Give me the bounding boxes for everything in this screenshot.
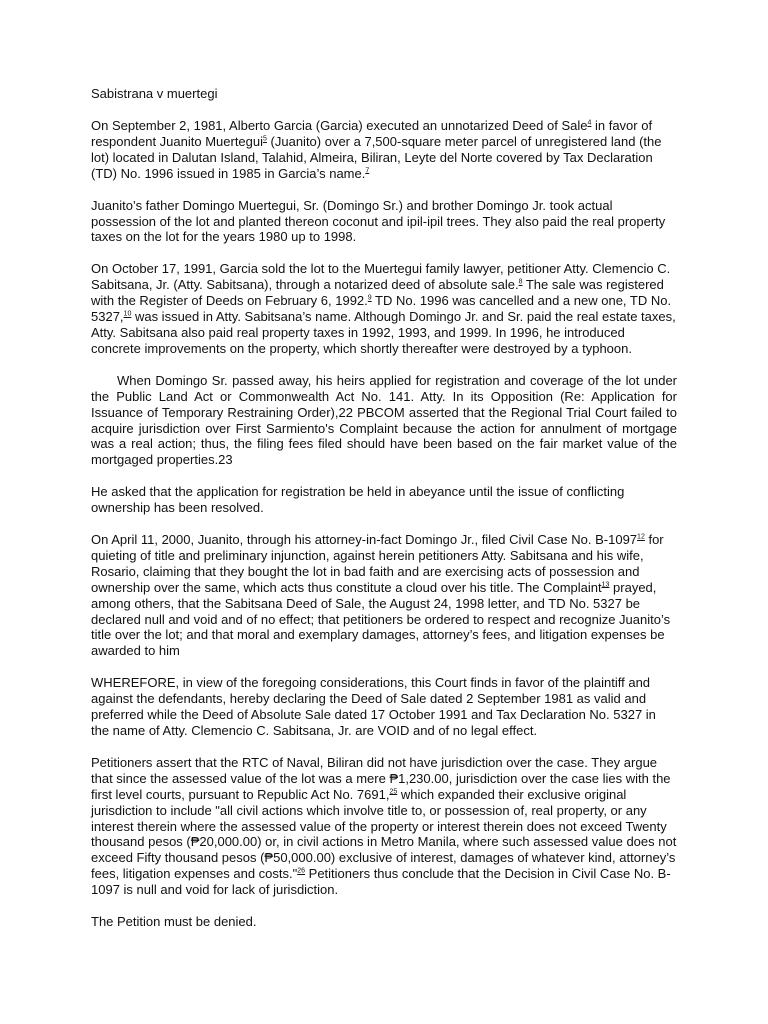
paragraph: [91, 484, 677, 516]
paragraph: [91, 373, 677, 468]
paragraph-text: On September 2, 1981, Alberto Garcia (Garcia) executed an unnotarized Deed of Sale: [91, 118, 588, 133]
paragraph-text: which expanded their exclusive original jurisdiction to include "all civil actions which involve title to, or possession of, real property, or any interest therein where the assessed value of the property or interest therein does not exceed Twenty thousand pesos (₱20,000.00) or, in civil actions in Metro Manila, where such assessed value does not exceed Fifty thousand pesos (₱50,000.00) exclusive of interest, damages of whatever kind, attorney’s fees, litigation expenses and costs.": [91, 786, 677, 882]
footnote-marker[interactable]: 8: [518, 278, 523, 286]
paragraph: [91, 675, 677, 739]
paragraph-text: Petitioners assert that the RTC of Naval, Biliran did not have jurisdiction over the case. They argue that since the assessed value of the lot was a mere ₱1,230.00, jurisdiction over the case lies with the first level courts, pursuant to Republic Act No. 7691,: [91, 754, 671, 802]
paragraph-text: On October 17, 1991, Garcia sold the lot to the Muertegui family lawyer, petitioner Atty. Clemencio C. Sabitsana, Jr. (Atty. Sabitsana), through a notarized deed of absolute sale.: [91, 261, 671, 293]
paragraph-text: The sale was registered with the Register of Deeds on February 6, 1992.: [91, 277, 664, 309]
paragraph-text: Petitioners thus conclude that the Decision in Civil Case No. B-1097 is null and void for lack of jurisdiction.: [91, 866, 671, 898]
paragraph-text: On April 11, 2000, Juanito, through his attorney-in-fact Domingo Jr., filed Civil Case No. B-1097: [91, 532, 638, 548]
footnote-marker[interactable]: 10: [123, 310, 132, 318]
paragraph: [91, 198, 677, 246]
footnote-marker[interactable]: 26: [297, 867, 306, 875]
paragraph-text: He asked that the application for registration be held in abeyance until the issue of conflicting ownership has been resolved.: [91, 484, 625, 516]
paragraph: [91, 118, 677, 182]
footnote-marker[interactable]: 25: [389, 788, 398, 796]
paragraph: [91, 755, 677, 898]
footnote-marker[interactable]: 7: [365, 167, 370, 175]
paragraph-text: The Petition must be denied.: [91, 914, 257, 930]
paragraph-text: in favor of respondent Juanito Muertegui: [91, 118, 653, 149]
footnote-marker[interactable]: 13: [601, 581, 610, 589]
paragraph-text: prayed, among others, that the Sabitsana Deed of Sale, the August 24, 1998 letter, and TD No. 5327 be declared null and void and of no effect; that petitioners be ordered to respect and recognize Juanito’s title over the lot; and that moral and exemplary damages, attorney’s fees, and litigation expenses be awarded to him: [91, 579, 671, 659]
paragraph-text: was issued in Atty. Sabitsana’s name. Although Domingo Jr. and Sr. paid the real estate taxes, Atty. Sabitsana also paid real property taxes in 1992, 1993, and 1999. In 1996, he introduced concrete improvements on the property, which shortly thereafter were destroyed by a typhoon.: [91, 309, 676, 356]
paragraph-text: for quieting of title and preliminary injunction, against herein petitioners Atty. Sabitsana and his wife, Rosario, claiming that they bought the lot in bad faith and are exercising acts of possession and ownership over the same, which acts thus constitute a cloud over his title. The Complaint: [91, 532, 664, 595]
footnote-marker[interactable]: 4: [587, 119, 592, 127]
footnote-marker[interactable]: 12: [637, 533, 645, 541]
paragraph-text: (Juanito) over a 7,500-square meter parcel of unregistered land (the lot) located in Dalutan Island, Talahid, Almeira, Biliran, Leyte del Norte covered by Tax Declaration (TD) No. 1996 issued in 1985 in Garcia’s name.: [91, 133, 662, 181]
paragraph-text: WHEREFORE, in view of the foregoing considerations, this Court finds in favor of the plaintiff and against the defendants, hereby declaring the Deed of Sale dated 2 September 1981 as valid and preferred while the Deed of Absolute Sale dated 17 October 1991 and Tax Declaration No. 5327 in the name of Atty. Clemencio C. Sabitsana, Jr. are VOID and of no legal effect.: [91, 675, 656, 738]
footnote-marker[interactable]: 5: [263, 135, 267, 143]
paragraph-text: When Domingo Sr. passed away, his heirs applied for registration and coverage of the lot under the Public Land Act or Commonwealth Act No. 141. Atty. In its Opposition (Re: Application for Issuance of Temporary Restraining Order),22 PBCOM asserted that the Regional Trial Court failed to acquire jurisdiction over First Sarmiento's Complaint because the action for annulment of mortgage was a real action; thus, the filing fees filed should have been based on the fair market value of the mortgaged properties.23: [91, 372, 677, 468]
document-page: [91, 86, 677, 946]
paragraph-text: TD No. 1996 was cancelled and a new one, TD No. 5327,: [91, 293, 672, 325]
paragraph-text: Juanito’s father Domingo Muertegui, Sr. (Domingo Sr.) and brother Domingo Jr. took actual possession of the lot and planted thereon coconut and ipil-ipil trees. They also paid the real property taxes on the lot for the years 1980 up to 1998.: [91, 197, 666, 245]
paragraph: [91, 532, 677, 659]
paragraph: [91, 261, 677, 356]
footnote-marker[interactable]: 9: [367, 294, 372, 302]
document-body: [91, 118, 677, 930]
document-title: Sabistrana v muertegi: [91, 86, 218, 101]
paragraph: [91, 914, 677, 930]
